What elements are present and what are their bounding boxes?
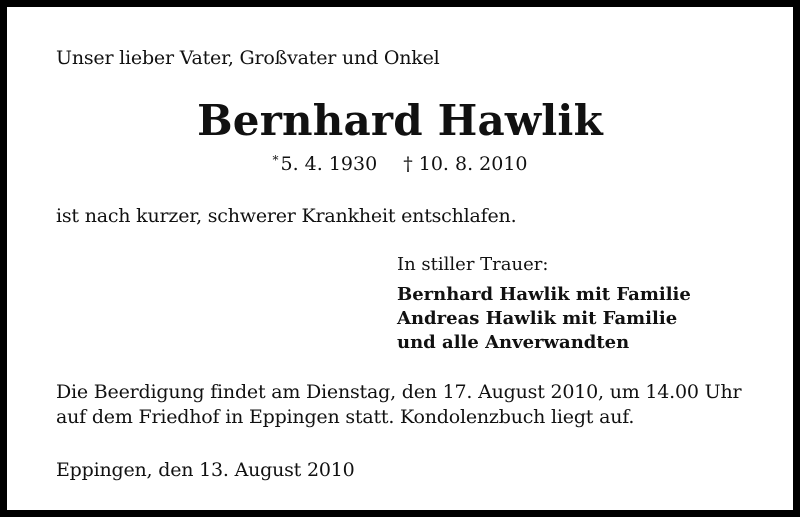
mourner-item: Andreas Hawlik mit Familie xyxy=(397,308,678,329)
death-date: 10. 8. 2010 xyxy=(418,153,528,175)
death-statement: ist nach kurzer, schwerer Krankheit entschlafen. xyxy=(56,205,517,227)
mourning-label: In stiller Trauer: xyxy=(397,254,549,275)
place-and-date: Eppingen, den 13. August 2010 xyxy=(56,459,355,481)
mourner-item: und alle Anverwandten xyxy=(397,332,630,353)
life-dates xyxy=(7,154,793,174)
deceased-name: Bernhard Hawlik xyxy=(197,96,603,145)
mourner-item: Bernhard Hawlik mit Familie xyxy=(397,284,691,305)
birth-symbol: * xyxy=(272,153,279,167)
death-symbol: † xyxy=(403,153,413,175)
funeral-info xyxy=(56,380,741,430)
funeral-line: auf dem Friedhof in Eppingen statt. Kondolenzbuch liegt auf. xyxy=(56,406,635,428)
intro-text: Unser lieber Vater, Großvater und Onkel xyxy=(56,47,440,69)
funeral-line: Die Beerdigung findet am Dienstag, den 17. August 2010, um 14.00 Uhr xyxy=(56,381,742,403)
birth-date: 5. 4. 1930 xyxy=(280,153,378,175)
mourners-list xyxy=(397,283,691,355)
